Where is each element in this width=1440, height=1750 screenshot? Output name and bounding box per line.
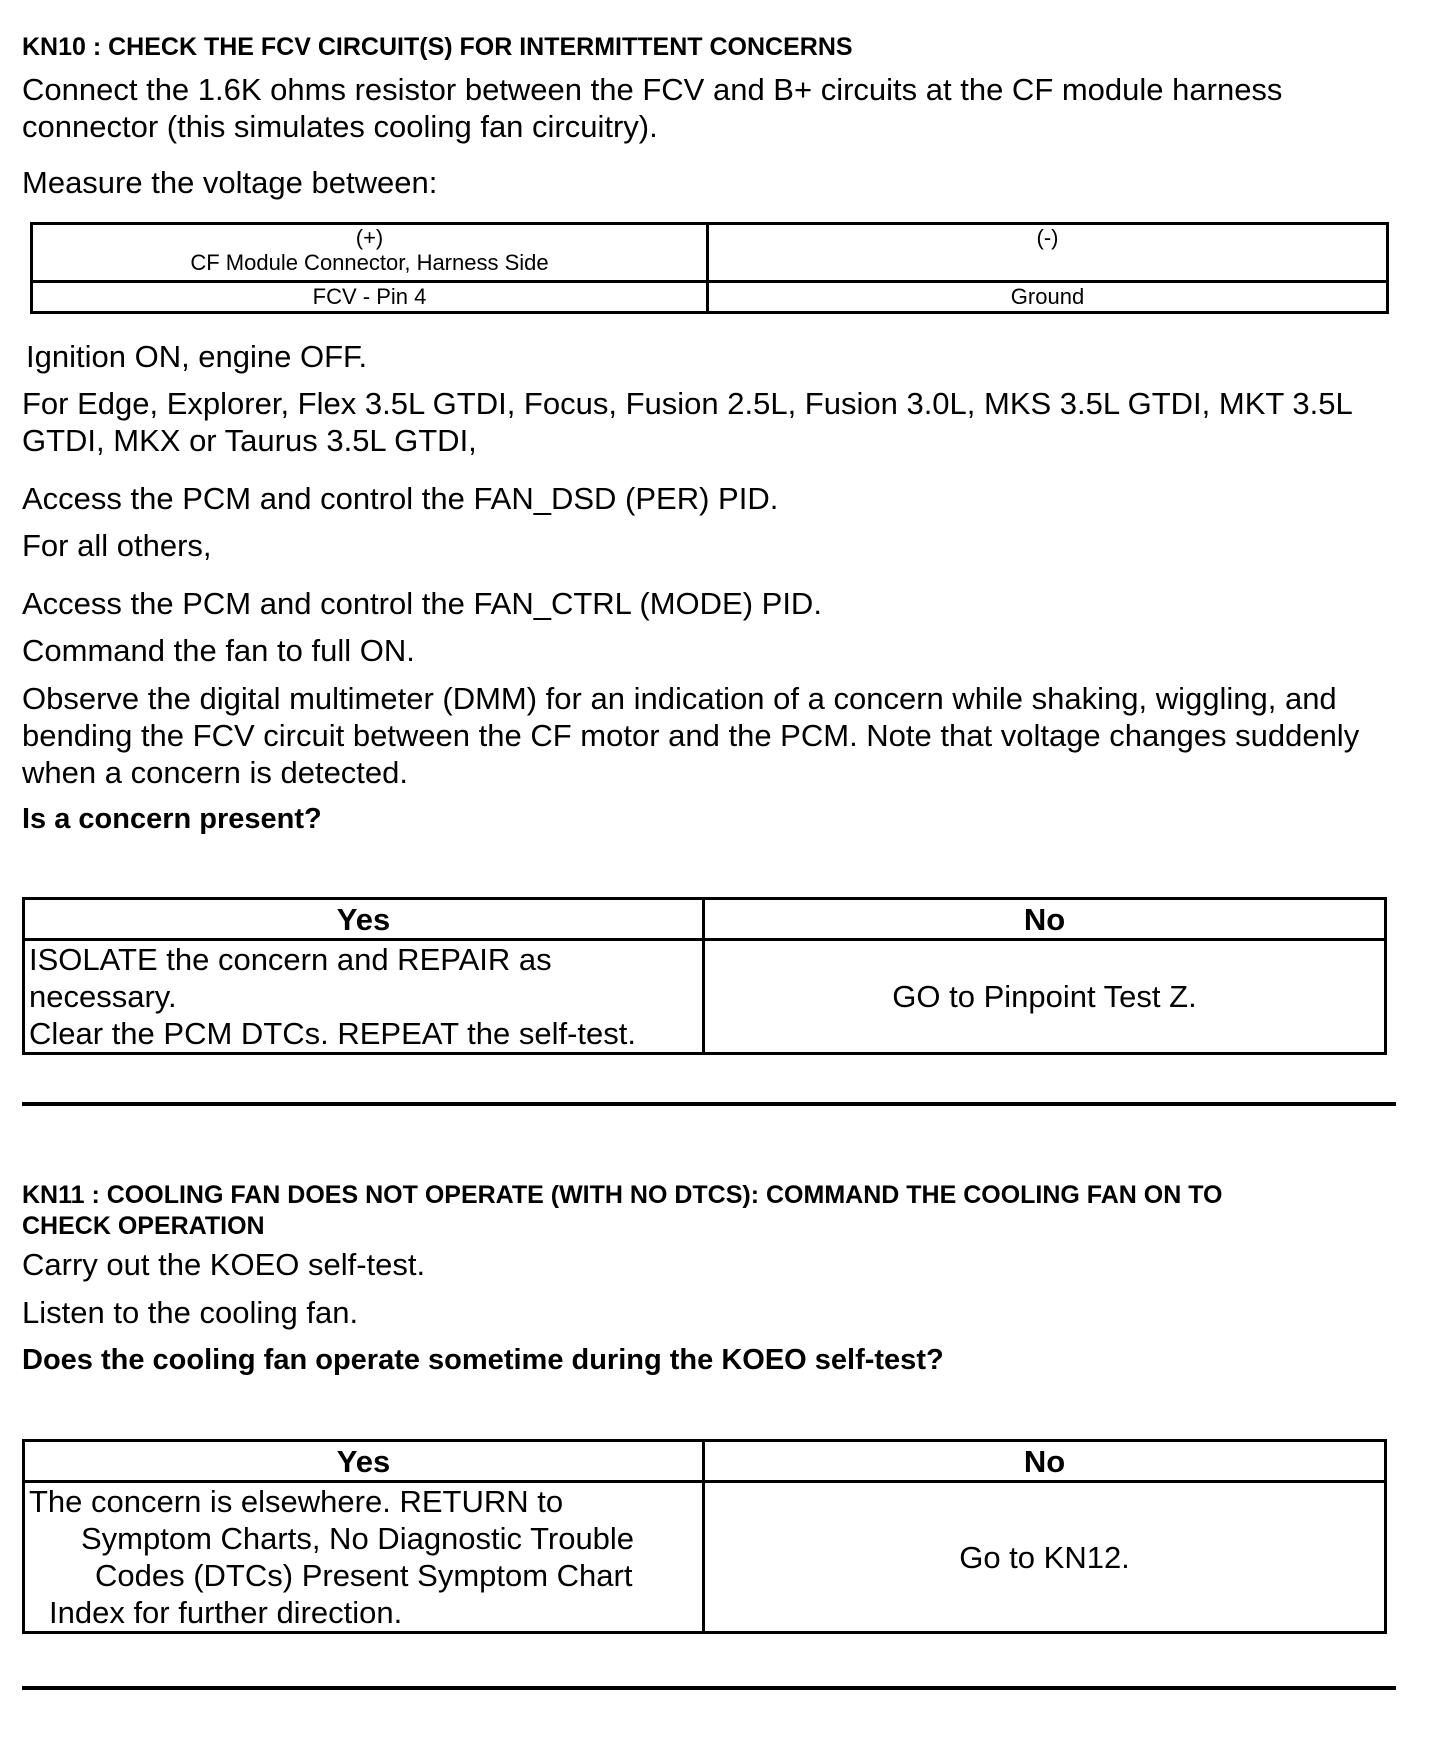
kn10-command-paragraph: Command the fan to full ON. (22, 633, 415, 668)
measure-col-minus (708, 224, 1388, 282)
kn11-listen-paragraph: Listen to the cooling fan. (22, 1295, 359, 1330)
kn10-no-header: No (704, 899, 1386, 940)
measure-plus-label: (+) (355, 225, 384, 250)
kn11-question: Does the cooling fan operate sometime during the KOEO self-test? (22, 1344, 944, 1376)
kn11-yes-header: Yes (24, 1441, 704, 1482)
measure-table (30, 222, 1389, 314)
kn11-no-header: No (704, 1441, 1386, 1482)
kn10-yes-header: Yes (24, 899, 704, 940)
kn11-carry-paragraph: Carry out the KOEO self-test. (22, 1247, 426, 1282)
bottom-divider (22, 1686, 1396, 1690)
kn11-no-cell: Go to KN12. (704, 1482, 1386, 1633)
kn10-for-edge-paragraph: For Edge, Explorer, Flex 3.5L GTDI, Focus, Fusion 2.5L, Fusion 3.0L, MKS 3.5L GTDI, MKT 3.5L GTDI, MKX or Taurus 3.5L GTDI, (22, 386, 1352, 458)
kn11-heading (22, 1180, 1222, 1242)
measure-plus-sub: CF Module Connector, Harness Side (190, 250, 549, 275)
kn10-measure-paragraph: Measure the voltage between: (22, 165, 438, 200)
kn10-connect-paragraph: Connect the 1.6K ohms resistor between the FCV and B+ circuits at the CF module harness connector (this simulates cooling fan circuitry). (22, 72, 1283, 144)
kn11-heading-line2: CHECK OPERATION (22, 1212, 265, 1240)
kn11-heading-line1: KN11 : COOLING FAN DOES NOT OPERATE (WITH NO DTCS): COMMAND THE COOLING FAN ON TO (22, 1181, 1223, 1209)
kn10-yes-line3: Clear the PCM DTCs. REPEAT the self-test. (29, 1016, 636, 1051)
kn10-for-all-paragraph: For all others, (22, 528, 212, 563)
section-divider (22, 1102, 1396, 1106)
kn10-yes-cell (24, 940, 704, 1054)
kn10-yes-line1: ISOLATE the concern and REPAIR as (29, 942, 552, 977)
kn10-access-dsd-paragraph: Access the PCM and control the FAN_DSD (PER) PID. (22, 481, 779, 516)
kn10-question: Is a concern present? (22, 803, 322, 835)
kn11-yes-line2: Symptom Charts, No Diagnostic Trouble (81, 1521, 635, 1556)
measure-minus-label: (-) (1036, 225, 1059, 250)
kn10-answer-table (22, 897, 1387, 1055)
kn10-ignition-paragraph: Ignition ON, engine OFF. (26, 339, 368, 374)
kn11-yes-cell (24, 1482, 704, 1633)
measure-row-minus: Ground (708, 282, 1388, 313)
measure-col-plus (32, 224, 708, 282)
kn10-yes-line2: necessary. (29, 979, 177, 1014)
kn10-heading: KN10 : CHECK THE FCV CIRCUIT(S) FOR INTERMITTENT CONCERNS (22, 33, 853, 61)
measure-row-plus: FCV - Pin 4 (32, 282, 708, 313)
kn10-access-ctrl-paragraph: Access the PCM and control the FAN_CTRL (MODE) PID. (22, 586, 822, 621)
kn10-no-cell: GO to Pinpoint Test Z. (704, 940, 1386, 1054)
kn11-yes-line1: The concern is elsewhere. RETURN to (29, 1484, 564, 1519)
kn11-answer-table (22, 1439, 1387, 1634)
kn11-yes-line4: Index for further direction. (49, 1595, 403, 1630)
kn11-yes-line3: Codes (DTCs) Present Symptom Chart (95, 1558, 633, 1593)
kn10-observe-paragraph: Observe the digital multimeter (DMM) for an indication of a concern while shaking, wiggling, and bending the FCV circuit between the CF motor and the PCM. Note that voltage changes suddenly when a concern is detected. (22, 681, 1360, 790)
